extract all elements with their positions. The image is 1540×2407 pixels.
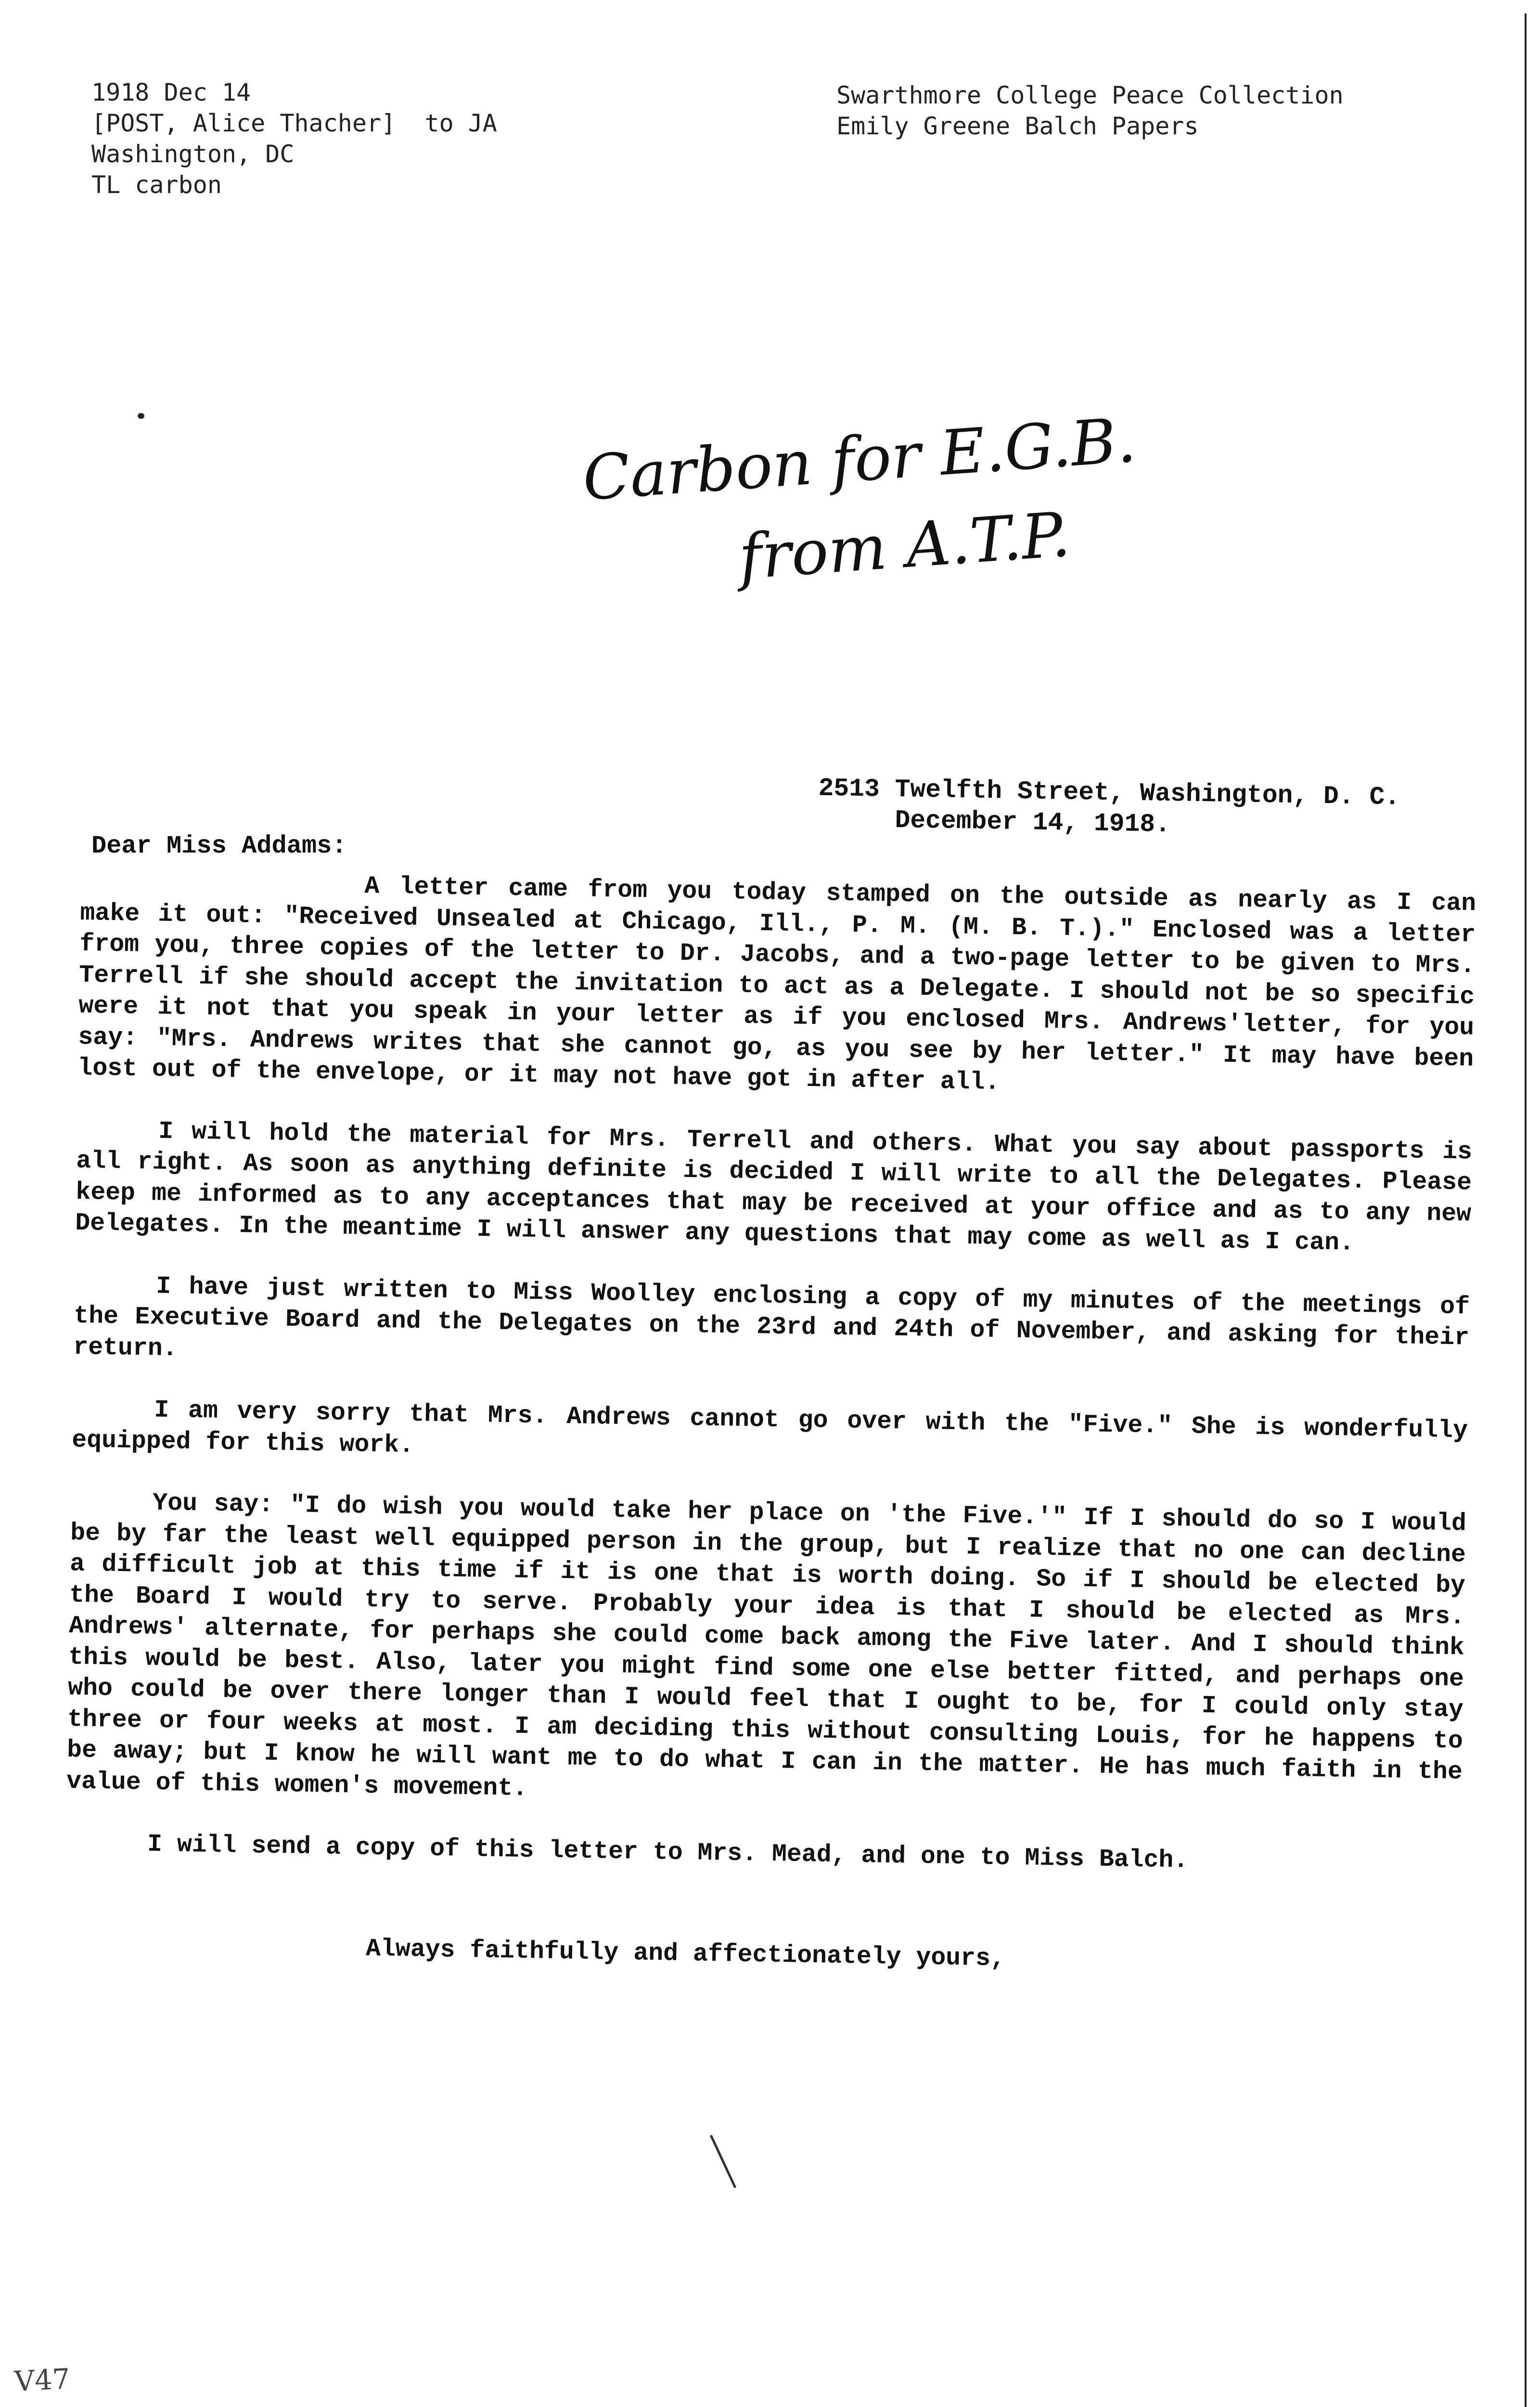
handwritten-annotation-line2: from A.T.P. <box>736 499 1073 594</box>
letter-address-block <box>818 773 1400 844</box>
header-date: 1918 Dec 14 <box>91 78 251 106</box>
collection-name: Swarthmore College Peace Collection <box>836 81 1344 109</box>
margin-note: V47 <box>13 2362 71 2398</box>
archive-header-right <box>836 80 1344 142</box>
letter-salutation: Dear Miss Addams: <box>91 832 347 860</box>
letter-paragraph-2: I will hold the material for Mrs. Terrell and others. What you say about passports is all right. As soon as anything definite is decided I will write to all the Delegates. Please keep me informed as to any acceptances that may be received at your office and as to any new Delegates. In the meantime I will answer any questions that may come as well as I can. <box>75 1117 1473 1257</box>
letter-paragraph-6: I will send a copy of this letter to Mrs. Mead, and one to Miss Balch. <box>147 1830 1189 1875</box>
header-place: Washington, DC <box>91 140 295 168</box>
letter-body <box>65 867 1476 1895</box>
scan-speck <box>138 413 144 419</box>
header-doc-type: TL carbon <box>91 171 222 199</box>
papers-name: Emily Greene Balch Papers <box>836 112 1199 140</box>
handwritten-annotation-line1: Carbon for E.G.B. <box>580 404 1138 515</box>
letter-address: 2513 Twelfth Street, Washington, D. C. <box>818 774 1400 812</box>
letter-date: December 14, 1918. <box>895 806 1171 840</box>
header-correspondents: [POST, Alice Thacher] to JA <box>91 109 497 137</box>
letter-paragraph-3: I have just written to Miss Woolley enclosing a copy of my minutes of the meetings of the Executive Board and the Delegates on the 23rd and 24th of November, and asking for their return. <box>73 1272 1470 1363</box>
archive-header-left <box>91 77 497 200</box>
letter-closing: Always faithfully and affectionately yours, <box>365 1935 1006 1973</box>
letter-paragraph-1: A letter came from you today stamped on the outside as nearly as I can make it out: "Received Unsealed at Chicago, Ill., P. M. (M. B. T.)." Enclosed was a letter from you, three copies of the letter to Dr. Jacobs, and a two-page letter to be given to Mrs. Terrell if she should accept the invitation to act as a Delegate. I should not be so specific were it not that you speak in your letter as if you enclosed Mrs. Andrews'letter, for you say: "Mrs. Andrews writes that she cannot go, as you see by her letter." It may have been lost out of the envelope, or it may not have got in after all. <box>77 872 1476 1097</box>
letter-paragraph-4: I am very sorry that Mrs. Andrews cannot go over with the "Five." She is wonderfully equipped for this work. <box>71 1396 1468 1460</box>
letter-paragraph-5: You say: "I do wish you would take her place on 'the Five.'" If I should do so I would be by far the least well equipped person in the group, but I realize that no one can decline a difficult job at this time if it is one that is worth doing. So if I should be elected by the Board I would try to serve. Probably your idea is that I should be elected as Mrs. Andrews' alternate, for perhaps she could come back among the Five later. And I should think this would be best. Also, later you might find some one else better fitted, and perhaps one who could be over there longer than I would feel that I ought to be, for I could only stay three or four weeks at most. I am deciding this without consulting Louis, for he happens to be away; but I know he will want me to do what I can in the matter. He has much faith in the value of this women's movement. <box>66 1489 1467 1803</box>
